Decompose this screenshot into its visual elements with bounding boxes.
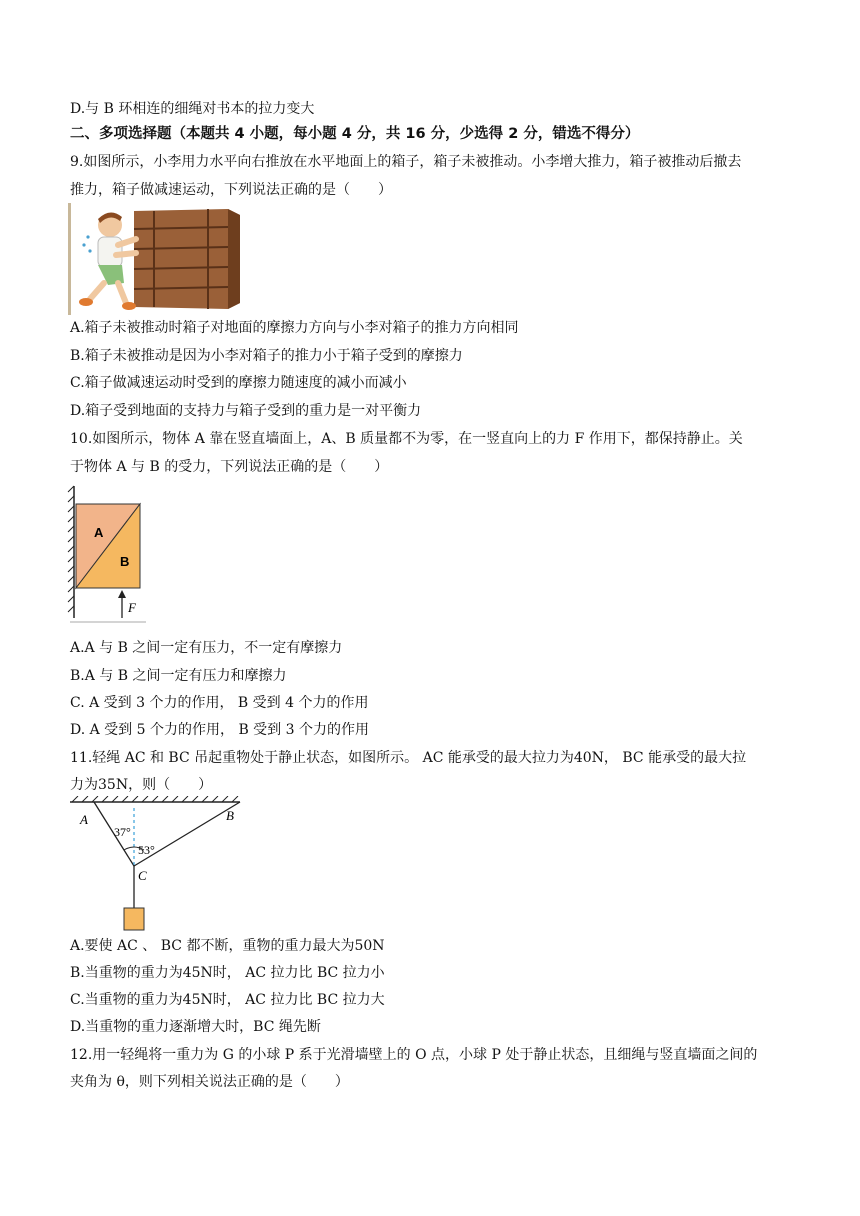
q12-stem-line2: 夹角为 θ，则下列相关说法正确的是（ ） (70, 1074, 349, 1090)
q9-option-a: A.箱子未被推动时箱子对地面的摩擦力方向与小李对箱子的推力方向相同 (70, 320, 519, 336)
section-heading: 二、多项选择题（本题共 4 小题，每小题 4 分，共 16 分，少选得 2 分，错选不得分） (70, 126, 640, 142)
q11-option-a: A.要使 AC 、 BC 都不断，重物的重力最大为50N (70, 938, 385, 954)
q11-figure-ropes-weight (68, 796, 242, 934)
q9-figure-boy-pushing-box (68, 203, 248, 315)
block-a-label: A (94, 525, 104, 540)
angle-53-label: 53° (138, 843, 155, 857)
q11-stem-line2: 力为35N，则（ ） (70, 777, 213, 793)
q9-stem-line2: 推力，箱子做减速运动，下列说法正确的是（ ） (70, 182, 392, 198)
angle-37-label: 37° (114, 825, 131, 839)
q10-stem-line1: 10.如图所示，物体 A 靠在竖直墙面上，A、B 质量都不为零，在一竖直向上的力 F 作用下，都保持静止。关 (70, 431, 743, 447)
q9-option-d: D.箱子受到地面的支持力与箱子受到的重力是一对平衡力 (70, 403, 422, 419)
force-f-label: F (128, 600, 136, 615)
q8-option-d: D.与 B 环相连的细绳对书本的拉力变大 (70, 101, 315, 117)
point-a-label: A (80, 812, 88, 827)
q10-figure-blocks-on-wall (66, 484, 150, 626)
q11-option-b: B.当重物的重力为45N时， AC 拉力比 BC 拉力小 (70, 965, 385, 981)
q9-option-c: C.箱子做减速运动时受到的摩擦力随速度的减小而减小 (70, 375, 407, 391)
q9-option-b: B.箱子未被推动是因为小李对箱子的推力小于箱子受到的摩擦力 (70, 348, 463, 364)
q11-option-d: D.当重物的重力逐渐增大时，BC 绳先断 (70, 1019, 321, 1035)
q11-option-c: C.当重物的重力为45N时， AC 拉力比 BC 拉力大 (70, 992, 385, 1008)
point-b-label: B (226, 808, 234, 823)
q12-stem-line1: 12.用一轻绳将一重力为 G 的小球 P 系于光滑墙壁上的 O 点，小球 P 处于静止状态，且细绳与竖直墙面之间的 (70, 1047, 758, 1063)
q10-option-a: A.A 与 B 之间一定有压力，不一定有摩擦力 (70, 640, 343, 656)
q10-stem-line2: 于物体 A 与 B 的受力，下列说法正确的是（ ） (70, 459, 389, 475)
q11-stem-line1: 11.轻绳 AC 和 BC 吊起重物处于静止状态，如图所示。 AC 能承受的最大拉力为40N， BC 能承受的最大拉 (70, 750, 747, 766)
q10-option-b: B.A 与 B 之间一定有压力和摩擦力 (70, 668, 287, 684)
point-c-label: C (138, 868, 147, 883)
block-b-label: B (120, 554, 130, 569)
q10-option-d: D. A 受到 5 个力的作用， B 受到 3 个力的作用 (70, 722, 369, 738)
q9-stem-line1: 9.如图所示，小李用力水平向右推放在水平地面上的箱子，箱子未被推动。小李增大推力，箱子被推动后撤去 (70, 154, 742, 170)
q10-option-c: C. A 受到 3 个力的作用， B 受到 4 个力的作用 (70, 695, 369, 711)
